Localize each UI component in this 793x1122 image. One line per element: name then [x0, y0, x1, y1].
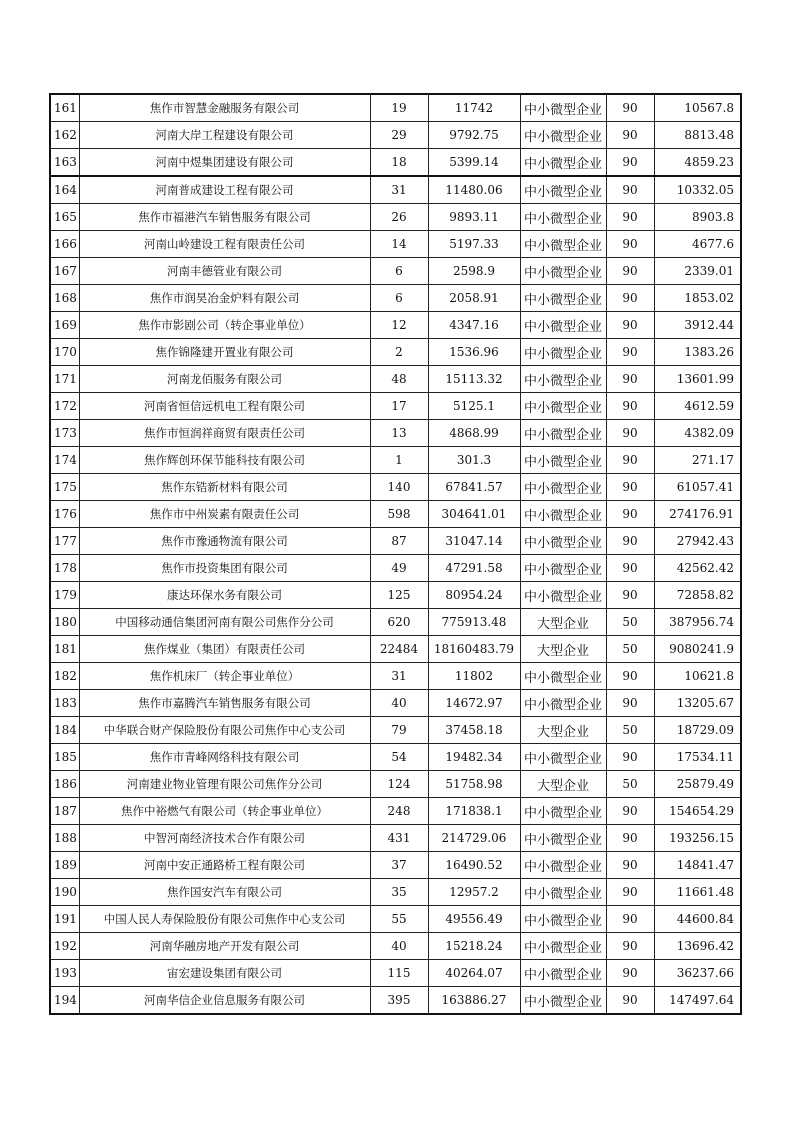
row-number-cell: 181	[50, 636, 79, 663]
amount-cell: 2598.9	[428, 258, 520, 285]
subsidy-amount-cell: 10567.8	[654, 94, 741, 122]
company-name-cell: 焦作煤业（集团）有限责任公司	[79, 636, 370, 663]
subsidy-amount-cell: 387956.74	[654, 609, 741, 636]
row-number-cell: 166	[50, 231, 79, 258]
employee-count-cell: 14	[370, 231, 428, 258]
enterprise-type-cell: 中小微型企业	[520, 960, 606, 987]
subsidy-amount-cell: 10621.8	[654, 663, 741, 690]
row-number-cell: 171	[50, 366, 79, 393]
employee-count-cell: 1	[370, 447, 428, 474]
enterprise-type-cell: 中小微型企业	[520, 176, 606, 204]
table-row	[50, 960, 741, 987]
enterprise-type-cell: 中小微型企业	[520, 933, 606, 960]
table-row	[50, 528, 741, 555]
employee-count-cell: 431	[370, 825, 428, 852]
table-row	[50, 636, 741, 663]
table-row	[50, 420, 741, 447]
employee-count-cell: 49	[370, 555, 428, 582]
row-number-cell: 161	[50, 94, 79, 122]
amount-cell: 11480.06	[428, 176, 520, 204]
table-row	[50, 555, 741, 582]
enterprise-type-cell: 中小微型企业	[520, 582, 606, 609]
table-row	[50, 663, 741, 690]
amount-cell: 80954.24	[428, 582, 520, 609]
table-row	[50, 231, 741, 258]
amount-cell: 31047.14	[428, 528, 520, 555]
row-number-cell: 184	[50, 717, 79, 744]
row-number-cell: 192	[50, 933, 79, 960]
rate-cell: 90	[606, 258, 654, 285]
row-number-cell: 168	[50, 285, 79, 312]
employee-count-cell: 140	[370, 474, 428, 501]
row-number-cell: 187	[50, 798, 79, 825]
amount-cell: 11742	[428, 94, 520, 122]
amount-cell: 1536.96	[428, 339, 520, 366]
rate-cell: 90	[606, 122, 654, 149]
table-row	[50, 501, 741, 528]
subsidy-amount-cell: 4859.23	[654, 149, 741, 177]
employee-count-cell: 79	[370, 717, 428, 744]
table-row	[50, 987, 741, 1015]
amount-cell: 5125.1	[428, 393, 520, 420]
enterprise-type-cell: 中小微型企业	[520, 204, 606, 231]
subsidy-amount-cell: 13696.42	[654, 933, 741, 960]
enterprise-type-cell: 中小微型企业	[520, 852, 606, 879]
employee-count-cell: 48	[370, 366, 428, 393]
rate-cell: 90	[606, 204, 654, 231]
row-number-cell: 186	[50, 771, 79, 798]
employee-count-cell: 55	[370, 906, 428, 933]
row-number-cell: 193	[50, 960, 79, 987]
subsidy-amount-cell: 18729.09	[654, 717, 741, 744]
employee-count-cell: 248	[370, 798, 428, 825]
table-row	[50, 933, 741, 960]
subsidy-amount-cell: 36237.66	[654, 960, 741, 987]
employee-count-cell: 22484	[370, 636, 428, 663]
table-row	[50, 393, 741, 420]
amount-cell: 4868.99	[428, 420, 520, 447]
subsidy-amount-cell: 1853.02	[654, 285, 741, 312]
company-name-cell: 河南华融房地产开发有限公司	[79, 933, 370, 960]
subsidy-amount-cell: 154654.29	[654, 798, 741, 825]
table-row	[50, 258, 741, 285]
amount-cell: 16490.52	[428, 852, 520, 879]
row-number-cell: 183	[50, 690, 79, 717]
amount-cell: 9792.75	[428, 122, 520, 149]
employee-count-cell: 40	[370, 690, 428, 717]
enterprise-type-cell: 中小微型企业	[520, 744, 606, 771]
amount-cell: 15113.32	[428, 366, 520, 393]
row-number-cell: 172	[50, 393, 79, 420]
row-number-cell: 162	[50, 122, 79, 149]
document-page	[49, 93, 742, 1015]
employee-count-cell: 40	[370, 933, 428, 960]
company-name-cell: 焦作机床厂（转企事业单位）	[79, 663, 370, 690]
table-row	[50, 690, 741, 717]
subsidy-amount-cell: 72858.82	[654, 582, 741, 609]
table-row	[50, 609, 741, 636]
row-number-cell: 185	[50, 744, 79, 771]
employee-count-cell: 87	[370, 528, 428, 555]
amount-cell: 11802	[428, 663, 520, 690]
amount-cell: 775913.48	[428, 609, 520, 636]
employee-count-cell: 395	[370, 987, 428, 1015]
row-number-cell: 194	[50, 987, 79, 1015]
company-name-cell: 康达环保水务有限公司	[79, 582, 370, 609]
employee-count-cell: 115	[370, 960, 428, 987]
enterprise-type-cell: 中小微型企业	[520, 231, 606, 258]
amount-cell: 9893.11	[428, 204, 520, 231]
rate-cell: 90	[606, 663, 654, 690]
row-number-cell: 167	[50, 258, 79, 285]
table-row	[50, 717, 741, 744]
subsidy-amount-cell: 27942.43	[654, 528, 741, 555]
company-name-cell: 焦作市嘉腾汽车销售服务有限公司	[79, 690, 370, 717]
subsidy-amount-cell: 147497.64	[654, 987, 741, 1015]
enterprise-type-cell: 大型企业	[520, 771, 606, 798]
subsidy-amount-cell: 2339.01	[654, 258, 741, 285]
table-row	[50, 582, 741, 609]
company-name-cell: 焦作中裕燃气有限公司（转企事业单位）	[79, 798, 370, 825]
amount-cell: 5197.33	[428, 231, 520, 258]
company-name-cell: 焦作锦隆建开置业有限公司	[79, 339, 370, 366]
row-number-cell: 173	[50, 420, 79, 447]
table-row	[50, 447, 741, 474]
enterprise-type-cell: 中小微型企业	[520, 122, 606, 149]
company-name-cell: 焦作东锆新材料有限公司	[79, 474, 370, 501]
company-name-cell: 河南建业物业管理有限公司焦作分公司	[79, 771, 370, 798]
row-number-cell: 169	[50, 312, 79, 339]
company-name-cell: 河南大岸工程建设有限公司	[79, 122, 370, 149]
company-name-cell: 河南普成建设工程有限公司	[79, 176, 370, 204]
employee-count-cell: 12	[370, 312, 428, 339]
rate-cell: 90	[606, 447, 654, 474]
rate-cell: 90	[606, 825, 654, 852]
company-name-cell: 中国移动通信集团河南有限公司焦作分公司	[79, 609, 370, 636]
table-row	[50, 798, 741, 825]
amount-cell: 214729.06	[428, 825, 520, 852]
employee-count-cell: 13	[370, 420, 428, 447]
enterprise-type-cell: 中小微型企业	[520, 149, 606, 177]
enterprise-type-cell: 中小微型企业	[520, 285, 606, 312]
table-row	[50, 339, 741, 366]
company-name-cell: 中智河南经济技术合作有限公司	[79, 825, 370, 852]
company-name-cell: 焦作市豫通物流有限公司	[79, 528, 370, 555]
enterprise-type-cell: 中小微型企业	[520, 366, 606, 393]
rate-cell: 90	[606, 555, 654, 582]
row-number-cell: 176	[50, 501, 79, 528]
subsidy-amount-cell: 8813.48	[654, 122, 741, 149]
subsidy-amount-cell: 25879.49	[654, 771, 741, 798]
subsidy-amount-cell: 4677.6	[654, 231, 741, 258]
subsidy-amount-cell: 17534.11	[654, 744, 741, 771]
rate-cell: 90	[606, 231, 654, 258]
company-name-cell: 河南丰德管业有限公司	[79, 258, 370, 285]
amount-cell: 47291.58	[428, 555, 520, 582]
enterprise-type-cell: 中小微型企业	[520, 690, 606, 717]
table-row	[50, 312, 741, 339]
company-name-cell: 河南华信企业信息服务有限公司	[79, 987, 370, 1015]
employee-count-cell: 124	[370, 771, 428, 798]
employee-count-cell: 2	[370, 339, 428, 366]
enterprise-type-cell: 中小微型企业	[520, 420, 606, 447]
enterprise-type-cell: 中小微型企业	[520, 94, 606, 122]
subsidy-amount-cell: 271.17	[654, 447, 741, 474]
amount-cell: 163886.27	[428, 987, 520, 1015]
enterprise-type-cell: 中小微型企业	[520, 258, 606, 285]
table-row	[50, 204, 741, 231]
company-name-cell: 河南中安正通路桥工程有限公司	[79, 852, 370, 879]
rate-cell: 90	[606, 987, 654, 1015]
table-body	[50, 94, 741, 1014]
row-number-cell: 178	[50, 555, 79, 582]
rate-cell: 90	[606, 339, 654, 366]
employee-count-cell: 35	[370, 879, 428, 906]
row-number-cell: 191	[50, 906, 79, 933]
amount-cell: 171838.1	[428, 798, 520, 825]
company-name-cell: 焦作市青峰网络科技有限公司	[79, 744, 370, 771]
company-name-cell: 中国人民人寿保险股份有限公司焦作中心支公司	[79, 906, 370, 933]
subsidy-amount-cell: 44600.84	[654, 906, 741, 933]
employee-count-cell: 31	[370, 176, 428, 204]
company-name-cell: 河南龙佰服务有限公司	[79, 366, 370, 393]
company-subsidy-table	[49, 93, 742, 1015]
rate-cell: 90	[606, 285, 654, 312]
subsidy-amount-cell: 9080241.9	[654, 636, 741, 663]
rate-cell: 90	[606, 366, 654, 393]
amount-cell: 2058.91	[428, 285, 520, 312]
table-row	[50, 149, 741, 177]
row-number-cell: 163	[50, 149, 79, 177]
company-name-cell: 焦作辉创环保节能科技有限公司	[79, 447, 370, 474]
rate-cell: 90	[606, 933, 654, 960]
rate-cell: 90	[606, 690, 654, 717]
enterprise-type-cell: 中小微型企业	[520, 825, 606, 852]
amount-cell: 51758.98	[428, 771, 520, 798]
subsidy-amount-cell: 8903.8	[654, 204, 741, 231]
rate-cell: 90	[606, 149, 654, 177]
rate-cell: 90	[606, 528, 654, 555]
enterprise-type-cell: 中小微型企业	[520, 987, 606, 1015]
company-name-cell: 焦作市润昊冶金炉料有限公司	[79, 285, 370, 312]
row-number-cell: 179	[50, 582, 79, 609]
row-number-cell: 177	[50, 528, 79, 555]
employee-count-cell: 54	[370, 744, 428, 771]
amount-cell: 49556.49	[428, 906, 520, 933]
employee-count-cell: 17	[370, 393, 428, 420]
employee-count-cell: 18	[370, 149, 428, 177]
table-row	[50, 176, 741, 204]
employee-count-cell: 598	[370, 501, 428, 528]
amount-cell: 14672.97	[428, 690, 520, 717]
enterprise-type-cell: 中小微型企业	[520, 312, 606, 339]
rate-cell: 50	[606, 636, 654, 663]
subsidy-amount-cell: 42562.42	[654, 555, 741, 582]
row-number-cell: 188	[50, 825, 79, 852]
subsidy-amount-cell: 3912.44	[654, 312, 741, 339]
employee-count-cell: 125	[370, 582, 428, 609]
table-row	[50, 366, 741, 393]
row-number-cell: 182	[50, 663, 79, 690]
employee-count-cell: 37	[370, 852, 428, 879]
company-name-cell: 焦作市投资集团有限公司	[79, 555, 370, 582]
rate-cell: 90	[606, 94, 654, 122]
table-row	[50, 744, 741, 771]
row-number-cell: 164	[50, 176, 79, 204]
subsidy-amount-cell: 10332.05	[654, 176, 741, 204]
rate-cell: 90	[606, 176, 654, 204]
subsidy-amount-cell: 14841.47	[654, 852, 741, 879]
table-row	[50, 94, 741, 122]
enterprise-type-cell: 大型企业	[520, 717, 606, 744]
company-name-cell: 焦作市福港汽车销售服务有限公司	[79, 204, 370, 231]
row-number-cell: 175	[50, 474, 79, 501]
enterprise-type-cell: 中小微型企业	[520, 906, 606, 933]
amount-cell: 304641.01	[428, 501, 520, 528]
rate-cell: 90	[606, 501, 654, 528]
enterprise-type-cell: 大型企业	[520, 609, 606, 636]
row-number-cell: 180	[50, 609, 79, 636]
subsidy-amount-cell: 4612.59	[654, 393, 741, 420]
enterprise-type-cell: 中小微型企业	[520, 555, 606, 582]
rate-cell: 90	[606, 852, 654, 879]
subsidy-amount-cell: 13205.67	[654, 690, 741, 717]
enterprise-type-cell: 中小微型企业	[520, 339, 606, 366]
employee-count-cell: 26	[370, 204, 428, 231]
subsidy-amount-cell: 193256.15	[654, 825, 741, 852]
employee-count-cell: 29	[370, 122, 428, 149]
rate-cell: 90	[606, 420, 654, 447]
amount-cell: 19482.34	[428, 744, 520, 771]
subsidy-amount-cell: 13601.99	[654, 366, 741, 393]
subsidy-amount-cell: 61057.41	[654, 474, 741, 501]
subsidy-amount-cell: 11661.48	[654, 879, 741, 906]
rate-cell: 50	[606, 609, 654, 636]
employee-count-cell: 19	[370, 94, 428, 122]
amount-cell: 301.3	[428, 447, 520, 474]
table-row	[50, 474, 741, 501]
rate-cell: 90	[606, 744, 654, 771]
table-row	[50, 852, 741, 879]
amount-cell: 37458.18	[428, 717, 520, 744]
enterprise-type-cell: 中小微型企业	[520, 798, 606, 825]
company-name-cell: 河南中煜集团建设有限公司	[79, 149, 370, 177]
table-row	[50, 879, 741, 906]
enterprise-type-cell: 中小微型企业	[520, 447, 606, 474]
amount-cell: 12957.2	[428, 879, 520, 906]
subsidy-amount-cell: 274176.91	[654, 501, 741, 528]
rate-cell: 50	[606, 771, 654, 798]
rate-cell: 50	[606, 717, 654, 744]
row-number-cell: 165	[50, 204, 79, 231]
rate-cell: 90	[606, 798, 654, 825]
enterprise-type-cell: 中小微型企业	[520, 501, 606, 528]
company-name-cell: 焦作市恒润祥商贸有限责任公司	[79, 420, 370, 447]
enterprise-type-cell: 中小微型企业	[520, 474, 606, 501]
row-number-cell: 170	[50, 339, 79, 366]
employee-count-cell: 6	[370, 285, 428, 312]
enterprise-type-cell: 中小微型企业	[520, 879, 606, 906]
employee-count-cell: 620	[370, 609, 428, 636]
rate-cell: 90	[606, 312, 654, 339]
row-number-cell: 190	[50, 879, 79, 906]
amount-cell: 18160483.79	[428, 636, 520, 663]
table-row	[50, 825, 741, 852]
amount-cell: 15218.24	[428, 933, 520, 960]
enterprise-type-cell: 中小微型企业	[520, 663, 606, 690]
amount-cell: 40264.07	[428, 960, 520, 987]
company-name-cell: 中华联合财产保险股份有限公司焦作中心支公司	[79, 717, 370, 744]
employee-count-cell: 6	[370, 258, 428, 285]
enterprise-type-cell: 大型企业	[520, 636, 606, 663]
company-name-cell: 焦作市中州炭素有限责任公司	[79, 501, 370, 528]
table-row	[50, 906, 741, 933]
subsidy-amount-cell: 1383.26	[654, 339, 741, 366]
employee-count-cell: 31	[370, 663, 428, 690]
amount-cell: 67841.57	[428, 474, 520, 501]
rate-cell: 90	[606, 474, 654, 501]
company-name-cell: 焦作市影剧公司（转企事业单位）	[79, 312, 370, 339]
rate-cell: 90	[606, 906, 654, 933]
company-name-cell: 河南山岭建设工程有限责任公司	[79, 231, 370, 258]
row-number-cell: 174	[50, 447, 79, 474]
rate-cell: 90	[606, 960, 654, 987]
company-name-cell: 宙宏建设集团有限公司	[79, 960, 370, 987]
subsidy-amount-cell: 4382.09	[654, 420, 741, 447]
amount-cell: 5399.14	[428, 149, 520, 177]
enterprise-type-cell: 中小微型企业	[520, 528, 606, 555]
table-row	[50, 122, 741, 149]
enterprise-type-cell: 中小微型企业	[520, 393, 606, 420]
rate-cell: 90	[606, 582, 654, 609]
row-number-cell: 189	[50, 852, 79, 879]
company-name-cell: 焦作市智慧金融服务有限公司	[79, 94, 370, 122]
rate-cell: 90	[606, 393, 654, 420]
company-name-cell: 河南省恒信远机电工程有限公司	[79, 393, 370, 420]
rate-cell: 90	[606, 879, 654, 906]
amount-cell: 4347.16	[428, 312, 520, 339]
table-row	[50, 771, 741, 798]
company-name-cell: 焦作国安汽车有限公司	[79, 879, 370, 906]
table-row	[50, 285, 741, 312]
